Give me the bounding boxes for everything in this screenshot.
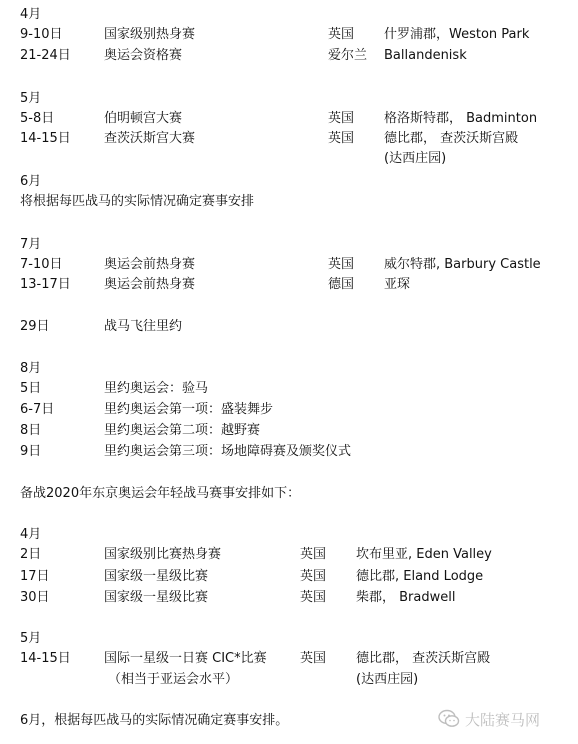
- event-name: 国家级别热身赛: [104, 27, 196, 42]
- event-date: 6-7日: [20, 402, 55, 417]
- event-date: 2日: [20, 547, 42, 562]
- watermark: [438, 706, 578, 732]
- event-name: 查茨沃斯宫大赛: [104, 131, 196, 146]
- event-date: 17日: [20, 569, 50, 584]
- section-intro: 备战2020年东京奥运会年轻战马赛事安排如下：: [20, 486, 301, 501]
- event-country: 英国: [328, 111, 355, 126]
- event-venue-note: (达西庄园): [356, 672, 419, 687]
- event-venue: 柴郡， Bradwell: [356, 590, 456, 605]
- event-name: 国家级别比赛热身赛: [104, 547, 222, 562]
- event-venue: 坎布里亚, Eden Valley: [356, 547, 492, 562]
- event-venue: 格洛斯特郡， Badminton: [384, 111, 538, 126]
- event-country: 爱尔兰: [328, 48, 368, 63]
- event-country: 英国: [328, 27, 355, 42]
- event-name: 里约奥运会第三项：场地障碍赛及颁奖仪式: [104, 444, 352, 459]
- event-date: 5-8日: [20, 111, 55, 126]
- event-date: 9日: [20, 444, 42, 459]
- event-country: 英国: [300, 651, 327, 666]
- event-venue: 什罗浦郡，Weston Park: [384, 27, 530, 42]
- event-venue: 亚琛: [384, 277, 411, 292]
- event-name: 里约奥运会：验马: [104, 381, 209, 396]
- month-heading: 4月: [20, 527, 42, 542]
- month-note: 将根据每匹战马的实际情况确定赛事安排: [20, 194, 255, 209]
- event-date: 14-15日: [20, 131, 71, 146]
- event-name: 伯明顿宫大赛: [104, 111, 183, 126]
- event-country: 英国: [300, 569, 327, 584]
- event-name: 国家级一星级比赛: [104, 569, 209, 584]
- month-heading: 5月: [20, 631, 42, 646]
- event-date: 29日: [20, 319, 50, 334]
- event-country: 英国: [328, 131, 355, 146]
- event-venue: 威尔特郡, Barbury Castle: [384, 257, 541, 272]
- event-name: 战马飞往里约: [104, 319, 183, 334]
- wechat-icon: [438, 709, 460, 729]
- event-date: 8日: [20, 423, 42, 438]
- month-heading: 5月: [20, 91, 42, 106]
- month-heading: 8月: [20, 361, 42, 376]
- month-heading: 6月: [20, 174, 42, 189]
- event-name: 国际一星级一日赛 CIC*比赛: [104, 651, 267, 666]
- event-date: 30日: [20, 590, 50, 605]
- event-name: 奥运会前热身赛: [104, 257, 196, 272]
- event-date: 14-15日: [20, 651, 71, 666]
- event-venue: 德比郡, Eland Lodge: [356, 569, 484, 584]
- event-date: 5日: [20, 381, 42, 396]
- watermark-text: 大陆赛马网: [465, 710, 541, 729]
- event-date: 9-10日: [20, 27, 63, 42]
- event-name: 里约奥运会第二项：越野赛: [104, 423, 261, 438]
- closing-note: 6月，根据每匹战马的实际情况确定赛事安排。: [20, 713, 289, 728]
- event-country: 英国: [300, 590, 327, 605]
- event-date: 7-10日: [20, 257, 63, 272]
- event-venue: 德比郡， 查茨沃斯宫殿: [384, 131, 519, 146]
- event-venue: Ballandenisk: [384, 48, 467, 63]
- event-venue: 德比郡， 查茨沃斯宫殿: [356, 651, 491, 666]
- event-country: 德国: [328, 277, 355, 292]
- event-name: 奥运会前热身赛: [104, 277, 196, 292]
- event-date: 13-17日: [20, 277, 71, 292]
- event-name: 奥运会资格赛: [104, 48, 183, 63]
- event-date: 21-24日: [20, 48, 71, 63]
- event-country: 英国: [300, 547, 327, 562]
- event-country: 英国: [328, 257, 355, 272]
- month-heading: 7月: [20, 237, 42, 252]
- event-name: 国家级一星级比赛: [104, 590, 209, 605]
- event-name: 里约奥运会第一项：盛装舞步: [104, 402, 274, 417]
- month-heading: 4月: [20, 7, 42, 22]
- event-name-note: （相当于亚运会水平）: [108, 672, 239, 687]
- event-venue-note: (达西庄园): [384, 151, 447, 166]
